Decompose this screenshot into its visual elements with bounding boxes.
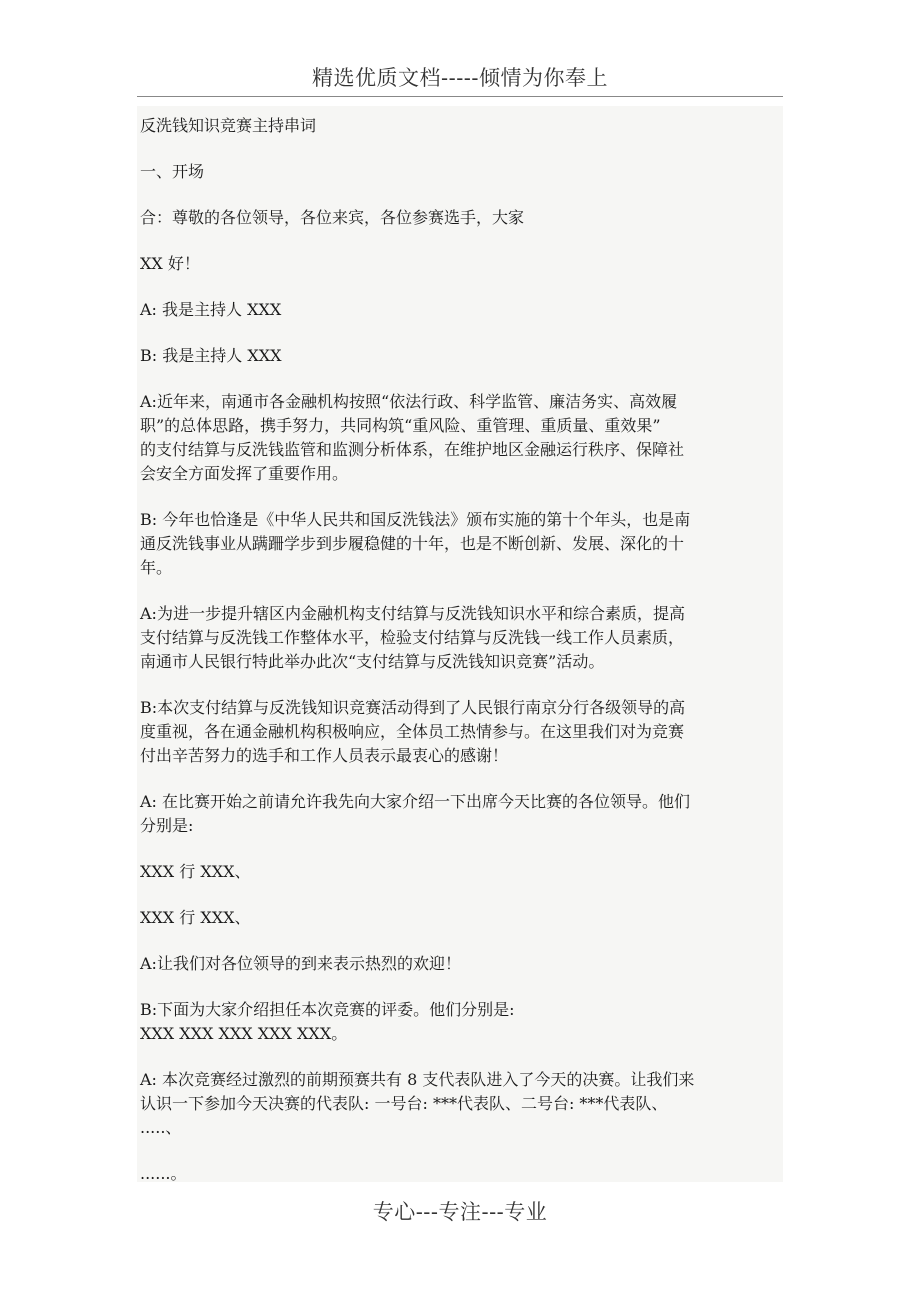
header-divider [137, 96, 783, 97]
paragraph-line: 通反洗钱事业从蹒跚学步到步履稳健的十年，也是不断创新、发展、深化的十 [140, 534, 685, 553]
paragraph [140, 252, 783, 276]
paragraph-line: A:让我们对各位领导的到来表示热烈的欢迎！ [140, 954, 461, 973]
paragraph-line: .....、 [140, 1118, 182, 1137]
paragraph-line: 支付结算与反洗钱工作整体水平，检验支付结算与反洗钱一线工作人员素质， [140, 628, 685, 647]
paragraph-line: 度重视，各在通金融机构积极响应，全体员工热情参与。在这里我们对为竞赛 [140, 722, 685, 741]
paragraph [140, 390, 783, 486]
document-title: 反洗钱知识竞赛主持串词 [140, 116, 317, 135]
paragraph-line: 会安全方面发挥了重要作用。 [140, 464, 349, 483]
paragraph-line: XXX XXX XXX XXX XXX。 [140, 1024, 348, 1043]
paragraph-line: B: 今年也恰逢是《中华人民共和国反洗钱法》颁布实施的第十个年头，也是南 [140, 510, 691, 529]
paragraph [140, 860, 783, 884]
paragraph-line: A: 在比赛开始之前请允许我先向大家介绍一下出席今天比赛的各位领导。他们 [140, 792, 691, 811]
paragraph-line: 付出辛苦努力的选手和工作人员表示最衷心的感谢！ [140, 746, 509, 765]
paragraph-line: XXX 行 XXX、 [140, 862, 251, 881]
page-footer: 专心---专注---专业 [372, 1200, 548, 1224]
paragraph [140, 790, 783, 838]
paragraph-line: 年。 [140, 558, 173, 577]
document-body [137, 106, 783, 1182]
paragraph-line: B:本次支付结算与反洗钱知识竞赛活动得到了人民银行南京分行各级领导的高 [140, 698, 686, 717]
paragraph [140, 344, 783, 368]
paragraph-line: B: 我是主持人 XXX [140, 346, 282, 365]
paragraph-line: 合：尊敬的各位领导，各位来宾，各位参赛选手，大家 [140, 208, 525, 227]
paragraph [140, 906, 783, 930]
paragraph [140, 508, 783, 580]
paragraph-line: 职”的总体思路，携手努力，共同构筑“重风险、重管理、重质量、重效果” [140, 416, 661, 435]
paragraph-line: 的支付结算与反洗钱监管和监测分析体系，在维护地区金融运行秩序、保障社 [140, 440, 685, 459]
paragraph [140, 298, 783, 322]
paragraph-line: 南通市人民银行特此举办此次“支付结算与反洗钱知识竞赛”活动。 [140, 652, 605, 671]
paragraph [140, 696, 783, 768]
section-heading: 一、开场 [140, 162, 205, 181]
document-title-paragraph [140, 114, 783, 138]
paragraph [140, 1068, 783, 1140]
paragraph [140, 602, 783, 674]
paragraph-line: A: 我是主持人 XXX [140, 300, 282, 319]
section-heading-paragraph [140, 160, 783, 184]
paragraph [140, 998, 783, 1046]
paragraph-line: XXX 行 XXX、 [140, 908, 251, 927]
paragraph-line: A:近年来，南通市各金融机构按照“依法行政、科学监管、廉洁务实、高效履 [140, 392, 678, 411]
paragraph [140, 952, 783, 976]
paragraph-line: ......。 [140, 1164, 187, 1182]
paragraph-line: 认识一下参加今天决赛的代表队: 一号台: ***代表队、二号台: ***代表队、 [140, 1094, 668, 1113]
paragraph-line: A: 本次竞赛经过激烈的前期预赛共有 8 支代表队进入了今天的决赛。让我们来 [140, 1070, 695, 1089]
paragraph-line: 分别是: [140, 816, 194, 835]
page-header: 精选优质文档-----倾情为你奉上 [312, 66, 608, 90]
paragraph [140, 206, 783, 230]
paragraph-line: A:为进一步提升辖区内金融机构支付结算与反洗钱知识水平和综合素质，提高 [140, 604, 685, 623]
paragraph-line: XX 好！ [140, 254, 200, 273]
paragraph-line: B:下面为大家介绍担任本次竞赛的评委。他们分别是: [140, 1000, 515, 1019]
paragraph [140, 1162, 783, 1182]
